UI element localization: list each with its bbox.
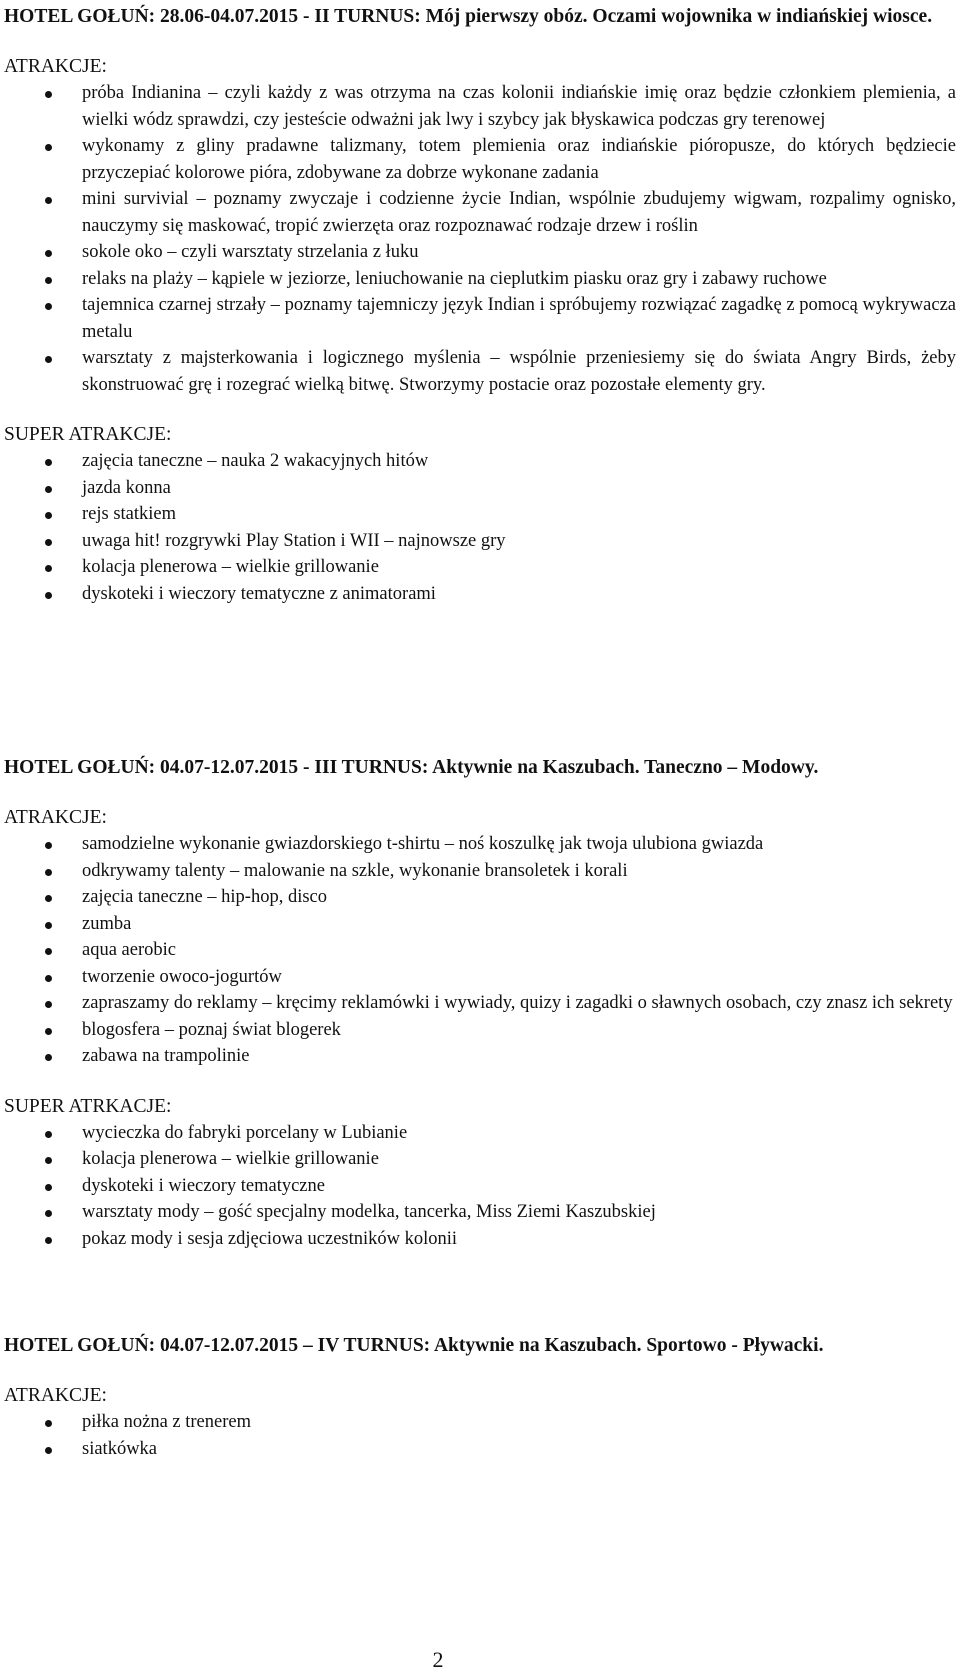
list-item-text: kolacja plenerowa – wielkie grillowanie <box>82 1149 379 1169</box>
turnus-3-super-label: SUPER ATRKACJE: <box>4 1095 172 1117</box>
bullet-icon <box>45 1001 52 1008</box>
list-item <box>4 937 956 964</box>
turnus-3-attractions-label: ATRAKCJE: <box>4 807 107 828</box>
list-item-text: dyskoteki i wieczory tematyczne z animatorami <box>82 583 436 604</box>
list-item <box>4 1173 956 1200</box>
bullet-icon <box>45 842 52 849</box>
list-item-text: rejs statkiem <box>82 504 177 524</box>
turnus-3-section <box>4 755 956 1252</box>
bullet-icon <box>45 895 52 902</box>
list-item-text: wykonamy z gliny pradawne talizmany, totem plemienia oraz indiańskie pióropusze, do których będziecie przyczepiać kolorowe pióra, zdobywane za dobrze wykonane zadania <box>82 136 956 183</box>
list-item-text: tworzenie owoco-jogurtów <box>82 966 282 987</box>
bullet-icon <box>45 144 52 151</box>
turnus-2-super-list <box>4 448 956 607</box>
list-item <box>4 1017 956 1044</box>
list-item-text: zapraszamy do reklamy – kręcimy reklamówki i wywiady, quizy i zagadki o sławnych osobach, czy znasz ich sekrety <box>82 993 953 1013</box>
bullet-icon <box>45 277 52 284</box>
list-item-text: próba Indianina – czyli każdy z was otrzyma na czas kolonii indiańskie imię oraz będzie członkiem plemienia, a wielki wódz sprawdzi, czy jesteście odważni jak lwy i szybcy jak błyskawica podczas gry terenowej <box>82 83 956 130</box>
list-item <box>4 831 956 858</box>
list-item-text: aqua aerobic <box>82 940 176 960</box>
bullet-icon <box>45 1210 52 1217</box>
list-item-text: uwaga hit! rozgrywki Play Station i WII – najnowsze gry <box>82 530 506 551</box>
list-item-text: kolacja plenerowa – wielkie grillowanie <box>82 557 379 577</box>
list-item-text: warsztaty mody – gość specjalny modelka, tancerka, Miss Ziemi Kaszubskiej <box>82 1202 656 1222</box>
bullet-icon <box>45 922 52 929</box>
list-item-text: blogosfera – poznaj świat blogerek <box>82 1019 341 1040</box>
list-item <box>4 1199 956 1226</box>
bullet-icon <box>45 539 52 546</box>
bullet-icon <box>45 459 52 466</box>
bullet-icon <box>45 1028 52 1035</box>
turnus-4-section <box>4 1333 956 1462</box>
list-item <box>4 1120 956 1147</box>
list-item-text: wycieczka do fabryki porcelany w Lubianie <box>82 1122 408 1143</box>
bullet-icon <box>45 356 52 363</box>
list-item <box>4 80 956 133</box>
list-item <box>4 239 956 266</box>
list-item <box>4 1436 956 1463</box>
list-item <box>4 1043 956 1070</box>
bullet-icon <box>45 565 52 572</box>
bullet-icon <box>45 869 52 876</box>
turnus-2-title: HOTEL GOŁUŃ: 28.06-04.07.2015 - II TURNUS: Mój pierwszy obóz. Oczami wojownika w indiańskiej wiosce. <box>4 6 933 27</box>
bullet-icon <box>45 197 52 204</box>
list-item <box>4 858 956 885</box>
list-item-text: siatkówka <box>82 1438 158 1459</box>
list-item-text: zumba <box>82 913 132 934</box>
list-item <box>4 186 956 239</box>
page-number: 2 <box>432 1647 444 1672</box>
list-item <box>4 1409 956 1436</box>
turnus-3-super-list <box>4 1120 956 1253</box>
list-item <box>4 911 956 938</box>
list-item <box>4 501 956 528</box>
bullet-icon <box>45 1237 52 1244</box>
list-item <box>4 1226 956 1253</box>
list-item-text: piłka nożna z trenerem <box>82 1412 251 1432</box>
bullet-icon <box>45 1447 52 1454</box>
list-item-text: zajęcia taneczne – hip-hop, disco <box>82 887 328 907</box>
list-item-text: samodzielne wykonanie gwiazdorskiego t-shirtu – noś koszulkę jak twoja ulubiona gwiazda <box>82 834 764 854</box>
turnus-2-section <box>4 4 956 607</box>
list-item <box>4 1146 956 1173</box>
list-item <box>4 528 956 555</box>
bullet-icon <box>45 91 52 98</box>
bullet-icon <box>45 1054 52 1061</box>
bullet-icon <box>45 1184 52 1191</box>
list-item-text: tajemnica czarnej strzały – poznamy tajemniczy język Indian i spróbujemy rozwiązać zagadkę z pomocą wykrywacza metalu <box>82 295 956 342</box>
turnus-3-title: HOTEL GOŁUŃ: 04.07-12.07.2015 - III TURNUS: Aktywnie na Kaszubach. Taneczno – Modowy. <box>4 757 819 778</box>
list-item-text: sokole oko – czyli warsztaty strzelania z łuku <box>82 242 419 262</box>
list-item-text: zabawa na trampolinie <box>82 1046 250 1066</box>
bullet-icon <box>45 948 52 955</box>
list-item <box>4 884 956 911</box>
bullet-icon <box>45 1131 52 1138</box>
bullet-icon <box>45 975 52 982</box>
list-item <box>4 990 956 1017</box>
list-item-text: mini survivial – poznamy zwyczaje i codzienne życie Indian, wspólnie zbudujemy wigwam, rozpalimy ognisko, nauczymy się maskować, tropić zwierzęta oraz rozpoznawać rodzaje drzew i roślin <box>82 189 956 236</box>
bullet-icon <box>45 1420 52 1427</box>
list-item <box>4 266 956 293</box>
list-item-text: odkrywamy talenty – malowanie na szkle, wykonanie bransoletek i korali <box>82 860 628 881</box>
turnus-2-attractions-list <box>4 80 956 398</box>
list-item <box>4 133 956 186</box>
turnus-4-attractions-label: ATRAKCJE: <box>4 1385 107 1406</box>
list-item-text: jazda konna <box>82 477 171 498</box>
bullet-icon <box>45 250 52 257</box>
bullet-icon <box>45 592 52 599</box>
list-item-text: zajęcia taneczne – nauka 2 wakacyjnych hitów <box>82 451 429 471</box>
list-item-text: relaks na plaży – kąpiele w jeziorze, leniuchowanie na cieplutkim piasku oraz gry i zabawy ruchowe <box>82 268 827 289</box>
turnus-4-attractions-list <box>4 1409 956 1462</box>
list-item <box>4 292 956 345</box>
turnus-4-title: HOTEL GOŁUŃ: 04.07-12.07.2015 – IV TURNUS: Aktywnie na Kaszubach. Sportowo - Pływacki. <box>4 1335 824 1356</box>
turnus-2-attractions-label: ATRAKCJE: <box>4 56 107 77</box>
list-item <box>4 581 956 608</box>
list-item <box>4 554 956 581</box>
list-item <box>4 345 956 398</box>
turnus-2-super-label: SUPER ATRAKCJE: <box>4 424 172 445</box>
list-item <box>4 475 956 502</box>
list-item <box>4 964 956 991</box>
list-item-text: pokaz mody i sesja zdjęciowa uczestników kolonii <box>82 1228 458 1249</box>
list-item-text: warsztaty z majsterkowania i logicznego myślenia – wspólnie przeniesiemy się do świata Angry Birds, żeby skonstruować grę i rozegrać wielką bitwę. Stworzymy postacie oraz pozostałe elementy gry. <box>82 348 956 395</box>
bullet-icon <box>45 303 52 310</box>
bullet-icon <box>45 512 52 519</box>
list-item-text: dyskoteki i wieczory tematyczne <box>82 1175 325 1196</box>
turnus-3-attractions-list <box>4 831 956 1070</box>
bullet-icon <box>45 1157 52 1164</box>
bullet-icon <box>45 486 52 493</box>
list-item <box>4 448 956 475</box>
